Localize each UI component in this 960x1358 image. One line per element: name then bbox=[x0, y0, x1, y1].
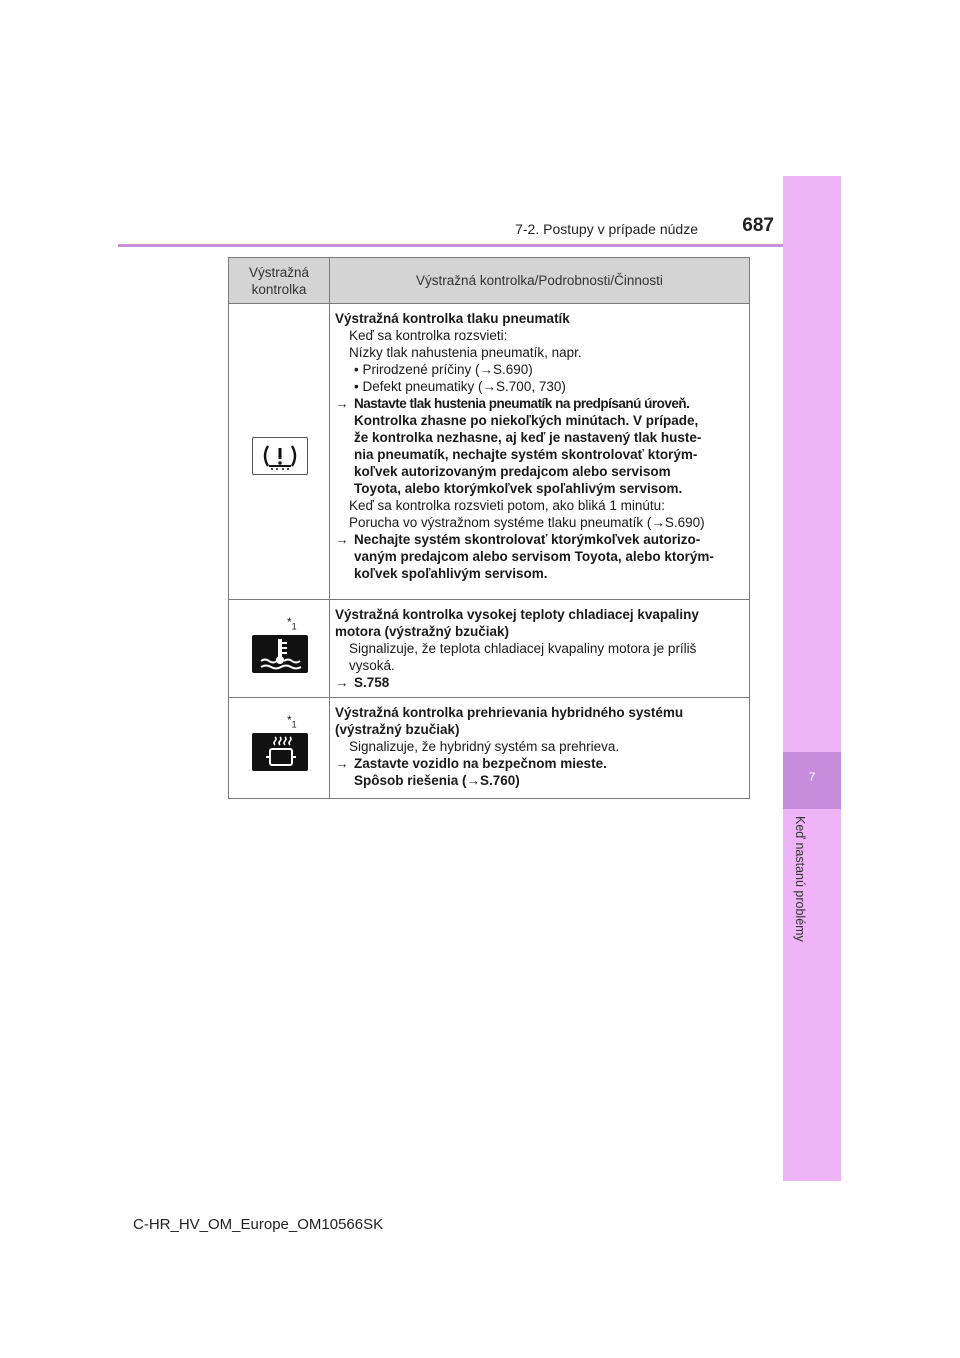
row-title: Výstražná kontrolka prehrievania hybridného systému bbox=[335, 705, 684, 720]
text-line: Nízky tlak nahustenia pneumatík, napr. bbox=[349, 345, 582, 360]
action-line: → Nechajte systém skontrolovať ktorýmkoľvek autorizo- bbox=[335, 532, 701, 547]
chapter-number: 7 bbox=[808, 770, 816, 784]
col-header-details: Výstražná kontrolka/Podrobnosti/Činnosti bbox=[330, 258, 750, 304]
details-cell bbox=[330, 600, 750, 698]
action-line: koľvek autorizovaným predajcom alebo servisom bbox=[354, 464, 671, 479]
table-row bbox=[229, 698, 750, 799]
text-line: Porucha vo výstražnom systéme tlaku pneumatík (→S.690) bbox=[349, 515, 705, 530]
bullet-item: • Prirodzené príčiny (→S.690) bbox=[354, 362, 533, 377]
text-line: vysoká. bbox=[349, 658, 395, 673]
header-rule bbox=[118, 244, 840, 247]
icon-cell bbox=[229, 698, 330, 799]
tire-pressure-warning-icon bbox=[252, 437, 308, 475]
footer-document-code: C-HR_HV_OM_Europe_OM10566SK bbox=[133, 1216, 384, 1233]
row-title: Výstražná kontrolka tlaku pneumatík bbox=[335, 311, 570, 326]
details-cell bbox=[330, 304, 750, 600]
text-line: Keď sa kontrolka rozsvieti potom, ako bliká 1 minútu: bbox=[349, 498, 665, 513]
action-line: nia pneumatík, nechajte systém skontrolovať ktorým- bbox=[354, 447, 698, 462]
action-line: → Nastavte tlak hustenia pneumatík na predpísanú úroveň. bbox=[335, 396, 690, 411]
table-row bbox=[229, 304, 750, 600]
table-row bbox=[229, 600, 750, 698]
chapter-title: Keď nastanú problémy bbox=[793, 816, 807, 942]
footnote-marker: $*_1$ bbox=[287, 615, 297, 632]
footnote-marker: $*_1$ bbox=[287, 713, 297, 730]
row-title: Výstražná kontrolka vysokej teploty chladiacej kvapaliny bbox=[335, 607, 699, 622]
row-title: (výstražný bzučiak) bbox=[335, 722, 460, 737]
action-line: → Zastavte vozidlo na bezpečnom mieste. bbox=[335, 756, 607, 771]
row-title: motora (výstražný bzučiak) bbox=[335, 624, 510, 639]
engine-coolant-temperature-icon bbox=[252, 635, 308, 673]
icon-cell bbox=[229, 600, 330, 698]
page-number: 687 bbox=[742, 215, 774, 236]
action-line: Toyota, alebo ktorýmkoľvek spoľahlivým servisom. bbox=[354, 481, 683, 496]
header-title: 7-2. Postupy v prípade núdze bbox=[515, 221, 698, 237]
bullet-item: • Defekt pneumatiky (→S.700, 730) bbox=[354, 379, 566, 394]
action-line: že kontrolka nezhasne, aj keď je nastavený tlak huste- bbox=[354, 430, 702, 445]
warning-lights-table bbox=[228, 257, 750, 799]
action-line: koľvek spoľahlivým servisom. bbox=[354, 566, 548, 581]
icon-cell bbox=[229, 304, 330, 600]
action-line: Spôsob riešenia (→S.760) bbox=[354, 773, 520, 788]
text-line: Signalizuje, že hybridný systém sa prehrieva. bbox=[349, 739, 620, 754]
text-line: Keď sa kontrolka rozsvieti: bbox=[349, 328, 508, 343]
action-line: vaným predajcom alebo servisom Toyota, alebo ktorým- bbox=[354, 549, 714, 564]
col-header-light: Výstražná kontrolka bbox=[229, 258, 330, 304]
details-cell bbox=[330, 698, 750, 799]
action-line: Kontrolka zhasne po niekoľkých minútach. V prípade, bbox=[354, 413, 699, 428]
hybrid-system-overheat-icon bbox=[252, 733, 308, 771]
text-line: Signalizuje, že teplota chladiacej kvapaliny motora je príliš bbox=[349, 641, 697, 656]
page-reference: → S.758 bbox=[335, 675, 390, 690]
table-header-row bbox=[229, 258, 750, 304]
